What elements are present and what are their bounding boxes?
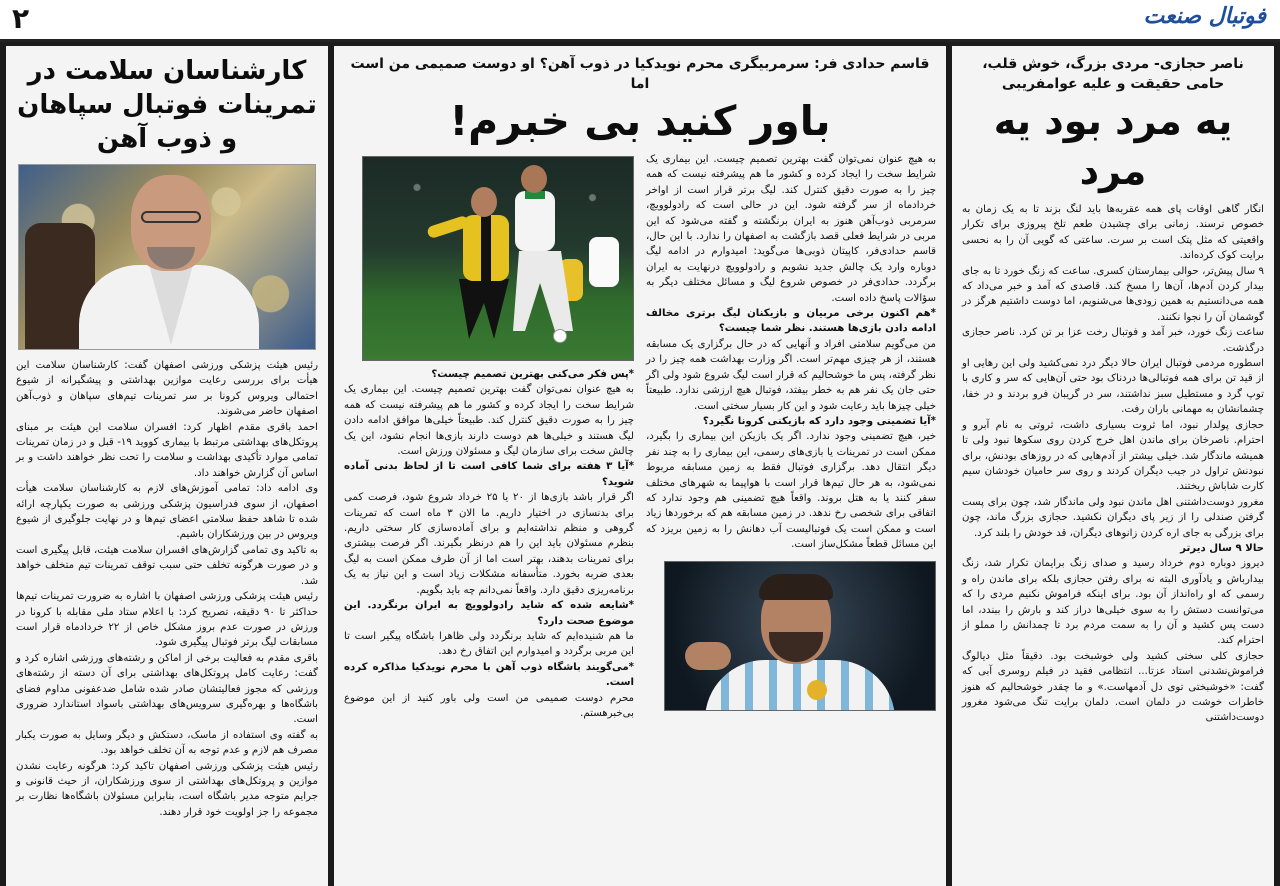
player-white-far <box>589 237 619 287</box>
doctor-glasses <box>141 211 201 223</box>
right-kicker: ناصر حجازی- مردی بزرگ، خوش قلب، حامی حقیقت و علیه عوامفریبی <box>982 56 1244 92</box>
paragraph: محرم دوست صمیمی من است ولی باور کنید از این موضوع بی‌خبرهستم. <box>344 692 634 719</box>
page-number: ۲ <box>12 2 30 35</box>
right-article-body <box>962 202 1264 726</box>
question: *می‌گویند باشگاه ذوب آهن با محرم نویدکیا مذاکره کرده است. <box>344 661 634 689</box>
player-hand <box>685 642 731 670</box>
middle-headline: باور کنید بی خبرم! <box>449 97 831 145</box>
middle-col-b <box>344 152 634 721</box>
paragraph: ما هم شنیده‌ایم که شاید برنگردد ولی ظاهرا باشگاه پیگیر است تا این مربی برگردد و امیدوارم این اتفاق رخ دهد. <box>344 630 634 658</box>
player-white-body <box>515 191 555 251</box>
player-hair <box>759 574 833 600</box>
paragraph: من می‌گویم سلامتی افراد و آنهایی که در حال برگزاری یک مسابقه هستند، از هر چیزی مهم‌تر است. اگر وزارت بهداشت همه چیز را در نظر گرفته، پس ما خوشحالیم که قرار است لیگ شروع شود ولی اگر حتی جان یک نفر هم به خطر بیفتد، فوتبال هیچ ارزشی ندارد. طبیعتاً خیلی چیزها باید رعایت شود و این کار بسیار سختی است. <box>646 338 936 412</box>
player-portrait-icon <box>664 561 936 711</box>
paragraph: احمد باقری مقدم اظهار کرد: افسران سلامت این هیئت بر مبنای پروتکل‌های بهداشتی مرتبط با بیماری کووید ۱۹- قبل و در زمان تمرینات تمامی موارد تأکیدی بهداشت و سلامت را تحت نظر خواهند داشت و بر اساس آن گزارش خواهند داد. <box>16 421 318 479</box>
middle-columns <box>344 152 936 721</box>
paragraph: رئیس هیئت پزشکی ورزشی اصفهان گفت: کارشناسان سلامت این هیأت برای بررسی رعایت موازین بهداشتی و پیشگیرانه از شیوع احتمالی ویروس کرونا بر سر تمرینات تیم‌های سپاهان و ذوب‌آهن اصفهان حاضر می‌شوند. <box>16 360 318 418</box>
paragraph: دیروز دوباره دوم خرداد رسید و صدای زنگ برایمان تکرار شد، زنگ بیدارباش و یادآوری البته نه برای رفتن حجازی بلکه برای ماندن راه و رسمی که او راه‌انداز آن بود. برای اینکه فراموش نکنیم مردی را که می‌توانست دستش را به سوی خیلی‌ها دراز کند و بارش را ببندد، اما دست پس کشید و آن را به سمت مردم برد تا چمدانش را مملو از احترام کند. <box>962 558 1264 647</box>
paragraph: به تاکید وی تمامی گزارش‌های افسران سلامت هیئت، قابل پیگیری است و در صورت هرگونه تخلف حتی سبب توقف تمرینات تیم متخلف خواهد شد. <box>16 544 318 587</box>
football-icon <box>553 329 567 343</box>
article-right-column <box>952 46 1274 886</box>
middle-kicker: قاسم حدادی فر: سرمربیگری محرم نویدکیا در ذوب آهن؟ او دوست صمیمی من است اما <box>350 56 930 92</box>
player-badge <box>807 680 827 700</box>
subheading: حالا ۹ سال دیرتر <box>1180 542 1264 554</box>
left-article-body <box>16 358 318 820</box>
player-yellow-head <box>471 187 497 217</box>
paragraph: انگار گاهی اوقات پای همه عقربه‌ها باید لنگ بزند تا به یک زمان به خصوص نرسند. زمانی برای چشیدن طعم تلخ پیروزی برای تکرار واقعیتی که مثل پتک است بر سرت. ساعتی که گویی آن را به نحسی برایت کوک کرده‌اند. <box>962 204 1264 262</box>
question: *آیا تضمینی وجود دارد که بازیکنی کرونا نگیرد؟ <box>702 415 936 427</box>
paragraph: به هیچ عنوان نمی‌توان گفت بهترین تصمیم چیست. این بیماری یک شرایط سخت را ایجاد کرده و کشور ما هم پیشرفته نیست که همه چیز را به صورت دقیق کنترل کند. طبیعتاً خیلی‌ها موافق ادامه دادن لیگ هستند و خیلی‌ها هم دوست دارند بازی‌ها انجام نشود، این یک چالش سخت برای سازمان لیگ و مسئولان ورزش است. <box>344 384 634 458</box>
player-white-head <box>521 165 547 193</box>
paragraph: وی ادامه داد: تمامی آموزش‌های لازم به کارشناسان سلامت هیأت اصفهان، از سوی فدراسیون پزشکی ورزشی به صورت یکپارچه ارائه شده تا شاهد حفظ سلامتی اعضای تیم‌ها و در نهایت جلوگیری از شیوع ویروس در بین ورزشکاران باشیم. <box>16 483 318 541</box>
newspaper-logo: فوتبال صنعت <box>1143 3 1266 29</box>
player-shirt <box>705 660 895 711</box>
question: *هم اکنون برخی مربیان و بازیکنان لیگ برتری مخالف ادامه دادن بازی‌ها هستند. نظر شما چیست؟ <box>646 308 936 335</box>
paragraph: رئیس هیئت پزشکی ورزشی اصفهان تاکید کرد: هرگونه رعایت نشدن موازین و پروتکل‌های بهداشتی از سوی ورزشکاران، از حیث قانونی و جرایم متوجه مدیر باشگاه است، بنابراین مسئولان باشگاه‌ها نظارت بر مجموعه را جز اولویت خود قرار دهند. <box>16 760 318 818</box>
football-match-photo-icon <box>362 156 634 361</box>
player-yellow-stripe <box>481 215 491 281</box>
paragraph: مغرور دوست‌داشتنی اهل ماندن نبود ولی ماندگار شد، چون برای پست گرفتن صندلی را از زیر پای دیگران نکشید. حجازی بزرگ ماند، چون برای بزرگی به جای اره کردن زانوهای دیگران، قد خودش را بلند کرد. <box>962 496 1264 539</box>
paragraph: باقری مقدم به فعالیت برخی از اماکن و رشته‌های ورزشی اشاره کرد و گفت: رعایت کامل پروتکل‌های بهداشتی برای آن دسته از رشته‌های ورزشی که مجوز فعالیتشان صادر شده شامل ضدعفونی مداوم فضای باشگاه‌ها و بهره‌گیری سرویس‌های بهداشتی باسواد استاندارد ضروری است. <box>16 652 318 726</box>
paragraph: ۹ سال پیش‌تر، حوالی بیمارستان کسری. ساعت که زنگ خورد تا به جای بیدار کردن آدم‌ها، آن‌ها را مسخ کند. قاصدی که آمد و خبر می‌داد که همه می‌دانستیم به همین زودی‌ها می‌شنویم، اما دوست داشتیم هرگز در گوشمان آن را نجوا نکنند. <box>962 265 1264 323</box>
article-left-column <box>6 46 328 886</box>
paragraph: خیر، هیچ تضمینی وجود ندارد. اگر یک بازیکن این بیماری را بگیرد، ممکن است در تمرینات یا بازی‌های رسمی، این بیماری را به چند نفر دیگر انتقال دهد. برگزاری فوتبال فقط به زمین مسابقه مربوط نمی‌شود، به هر حال تیم‌ها قرار است با هواپیما به شهرهای مختلف سفر کنند یا به هتل بروند. واقعاً هیچ تضمینی هم وجود ندارد که اتفاقی برای شخصی رخ ندهد. در زمین مسابقه هم که برخوردها زیاد است و ممکن است یک فوتبالیست آب دهانش را به زمین بریزد که این مسائل قطعاً مشکل‌ساز است. <box>646 431 936 551</box>
middle-col-a <box>646 152 936 721</box>
paragraph: حجازی کلی سختی کشید ولی خوشبخت بود. دقیقاً مثل دیالوگ فراموش‌نشدنی استاد عزتا... انتظامی فقید در فیلم روسری آبی که گفت: «خوشبختی توی دل آدمهاست.» و ما چقدر خوشحالیم که هنوز خاطرات خوشت در دلمان است. دلمان برایت تنگ می‌شود مغرور دوست‌داشتنی <box>962 650 1264 724</box>
article-middle-column <box>334 46 946 886</box>
paragraph: حجازی پولدار نبود، اما ثروت بسیاری داشت، ثروتی به نام آبرو و احترام. ناصرخان برای ماندن اهل خرج کردن روی سکوها نبود ولی تا همیشه ماندگار شد. خیلی بیشتر از آدم‌هایی که در روزهای بودنش، برای نبودنش تراول در جیب دیگران کردند و روی سر حامیان خودشان سیم کارت شاباش ریختند. <box>962 419 1264 493</box>
right-headline: یه مرد بود یه مرد <box>993 99 1233 193</box>
paragraph: به هیچ عنوان نمی‌توان گفت بهترین تصمیم چیست. این بیماری یک شرایط سخت را ایجاد کرده و کشور ما هم پیشرفته نیست که همه چیز را به صورت دقیق کنترل کند. لیگ برتر قرار است از اواخر خردادماه از سر گرفته شود. این در حالی است که رادولوویچ، سرمربی ذوب‌آهن هنوز به ایران برنگشته و گفته می‌شود که این مربی در شرایط فعلی قصد بازگشت به اصفهان را ندارد. با این حال، قاسم حدادی‌فر، کاپیتان ذوبی‌ها می‌گوید: امیدوارم در ادامه لیگ دوباره وارد یک چالش جدید نشویم و رادولوویچ درنهایت به ایران برگردد. حدادی‌فر در خصوص شروع لیگ و مسائل مختلف دیگر به سؤالات پاسخ داده است. <box>646 154 936 304</box>
paragraph: رئیس هیئت پزشکی ورزشی اصفهان با اشاره به ضرورت تمرینات تیم‌ها حداکثر تا ۹۰ دقیقه، تصریح کرد: با اعلام ستاد ملی مقابله با کرونا در ورزش در صورت عدم بروز مشکل خاص از ۲۲ خردادماه قرار است مسابقات لیگ برتر فوتبال پیگیری شود. <box>16 591 318 649</box>
doctor-portrait-icon <box>18 164 316 350</box>
paragraph: اسطوره مردمی فوتبال ایران حالا دیگر درد نمی‌کشید ولی این رهایی او از قید تن برای همه فوتبالی‌ها دردناک بود حتی آن‌هایی که سر و کاری با توپ گرد و مستطیل سبز نداشتند، سر در گریبان فرو بردند و در خفا، چشمانشان به مهمانی باران رفت. <box>962 358 1264 416</box>
page-header <box>0 0 1280 42</box>
question: *آیا ۳ هفته برای شما کافی است تا از لحاظ بدنی آماده شوید؟ <box>344 461 634 488</box>
left-headline: کارشناسان سلامت در تمرینات فوتبال سپاهان و ذوب آهن <box>17 56 317 154</box>
paragraph: ساعت زنگ خورد، خبر آمد و فوتبال رخت عزا بر تن کرد. ناصر حجازی درگذشت. <box>962 327 1264 354</box>
question: *شایعه شده که شاید رادولوویچ به ایران برنگردد. این موضوع صحت دارد؟ <box>344 600 634 627</box>
paragraph: به گفته وی استفاده از ماسک، دستکش و دیگر وسایل به صورت یکبار مصرف هم لازم و عدم توجه به آن تخلف خواهد بود. <box>16 729 318 757</box>
question: *پس فکر می‌کنی بهترین تصمیم چیست؟ <box>431 369 634 380</box>
paragraph: اگر قرار باشد بازی‌ها از ۲۰ یا ۲۵ خرداد شروع شود، فرصت کمی برای بدنسازی در اختیار داریم. ما الان ۳ ماه است که تمرینات گروهی و منظم نداشته‌ایم و برای آماده‌سازی کار سختی داریم. بنظرم مسئولان باید این را هم درنظر بگیرند. اگر فرصت بیشتری برای تمرینات بدهند، بهتر است اما از آن طرف ممکن است به لیگ بعدی ضربه بخورد. متأسفانه مشکلات زیاد است و این نیاز به یک برنامه‌ریزی دقیق دارد. واقعاً نمی‌دانم چه باید بگویم. <box>344 492 635 596</box>
